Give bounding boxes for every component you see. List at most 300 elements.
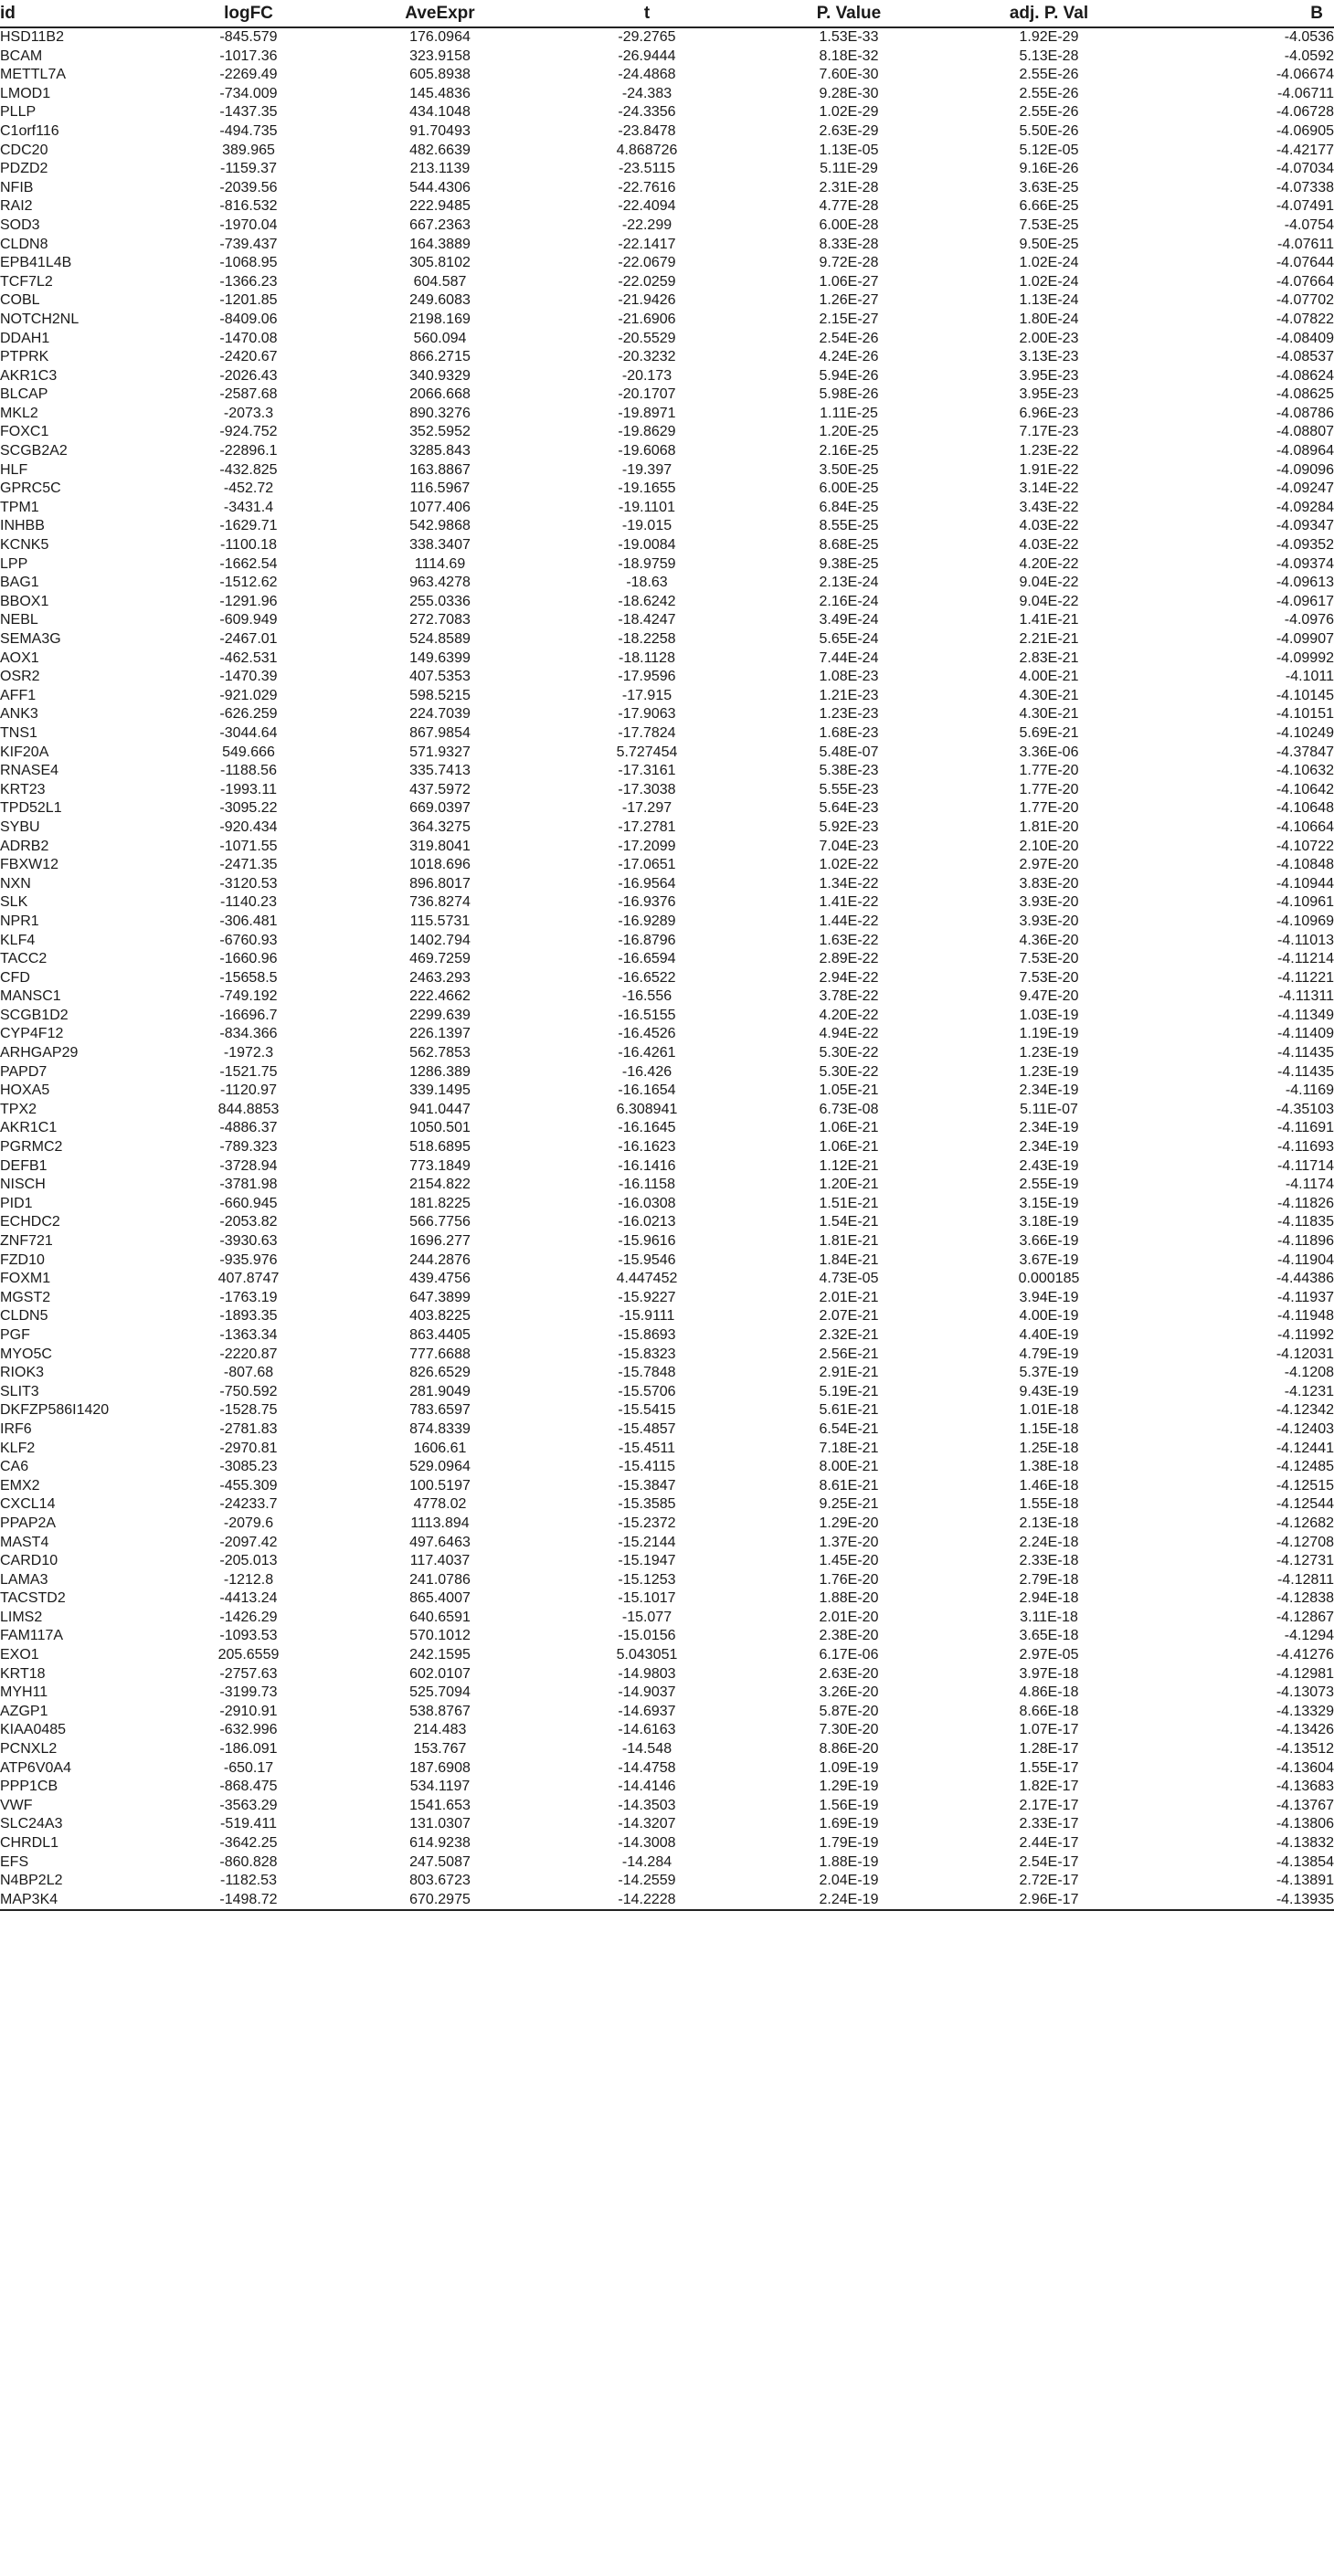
adj-p-val-cell: 1.23E-22 [1019, 443, 1079, 459]
t-cell: -19.0084 [618, 537, 676, 554]
logfc-cell: -1093.53 [219, 1628, 278, 1644]
adj-p-val-cell: 3.94E-19 [1019, 1289, 1079, 1305]
header-adj-p-val: adj. P. Val [947, 0, 1151, 27]
p-value-cell: 1.02E-29 [819, 104, 879, 121]
logfc-cell: -868.475 [219, 1779, 278, 1795]
table-row [0, 1063, 1334, 1082]
adj-p-val-cell: 4.20E-22 [1019, 555, 1079, 572]
p-value-cell: 1.34E-22 [819, 875, 879, 892]
b-cell: -4.13073 [1276, 1684, 1334, 1701]
table-row [0, 1665, 1334, 1684]
p-value-cell: 1.09E-19 [819, 1759, 879, 1776]
logfc-cell: -1521.75 [219, 1063, 278, 1080]
p-value-cell: 6.73E-08 [819, 1101, 879, 1117]
aveexpr-cell: 1402.794 [409, 932, 471, 948]
table-row [0, 1232, 1334, 1251]
aveexpr-cell: 305.8102 [409, 255, 471, 271]
gene-id-cell: BAG1 [0, 575, 39, 591]
adj-p-val-cell: 3.83E-20 [1019, 875, 1079, 892]
header-row [0, 0, 1334, 27]
table-row [0, 122, 1334, 142]
b-cell: -4.09347 [1276, 518, 1334, 534]
table-row [0, 1646, 1334, 1665]
logfc-cell: -1068.95 [219, 255, 278, 271]
aveexpr-cell: 1541.653 [409, 1797, 471, 1813]
t-cell: -22.299 [621, 216, 672, 233]
b-cell: -4.11691 [1277, 1120, 1334, 1136]
table-row [0, 724, 1334, 744]
adj-p-val-cell: 3.95E-23 [1019, 367, 1079, 384]
logfc-cell: -1470.08 [219, 330, 278, 346]
b-cell: -4.10151 [1276, 706, 1334, 723]
b-cell: -4.07702 [1276, 292, 1334, 309]
t-cell: -16.6522 [618, 969, 676, 986]
p-value-cell: 2.63E-20 [819, 1665, 879, 1682]
logfc-cell: -3431.4 [223, 499, 274, 515]
b-cell: -4.11693 [1277, 1139, 1334, 1156]
logfc-cell: -1662.54 [219, 555, 278, 572]
aveexpr-cell: 783.6597 [409, 1402, 471, 1419]
p-value-cell: 5.38E-23 [819, 763, 879, 779]
gene-id-cell: AZGP1 [0, 1703, 48, 1719]
p-value-cell: 1.56E-19 [819, 1797, 879, 1813]
logfc-cell: -921.029 [219, 687, 278, 703]
adj-p-val-cell: 3.11E-18 [1020, 1609, 1078, 1625]
p-value-cell: 1.11E-25 [820, 405, 878, 421]
p-value-cell: 1.53E-33 [819, 29, 879, 45]
p-value-cell: 5.55E-23 [819, 781, 879, 797]
gene-id-cell: CFD [0, 969, 30, 986]
gene-id-cell: METTL7A [0, 67, 67, 83]
gene-id-cell: AKR1C3 [0, 367, 58, 384]
p-value-cell: 1.51E-21 [819, 1195, 879, 1211]
p-value-cell: 5.98E-26 [819, 386, 879, 403]
t-cell: -16.556 [621, 988, 672, 1005]
b-cell: -4.11714 [1277, 1157, 1334, 1174]
adj-p-val-cell: 1.92E-29 [1019, 29, 1079, 45]
table-row [0, 142, 1334, 161]
adj-p-val-cell: 4.40E-19 [1019, 1326, 1079, 1343]
t-cell: -17.0651 [618, 857, 676, 873]
p-value-cell: 2.54E-26 [819, 330, 879, 346]
b-cell: -4.13426 [1276, 1722, 1334, 1738]
p-value-cell: 8.00E-21 [819, 1459, 879, 1475]
logfc-cell: -3728.94 [219, 1157, 278, 1174]
p-value-cell: 1.69E-19 [819, 1816, 879, 1832]
adj-p-val-cell: 2.97E-20 [1019, 857, 1079, 873]
t-cell: -16.426 [621, 1063, 672, 1080]
gene-id-cell: CARD10 [0, 1553, 58, 1569]
gene-id-cell: ANK3 [0, 706, 38, 723]
gene-id-cell: CLDN5 [0, 1308, 48, 1325]
p-value-cell: 1.79E-19 [819, 1835, 879, 1851]
logfc-cell: -2757.63 [219, 1665, 278, 1682]
logfc-cell: -2053.82 [219, 1214, 278, 1230]
b-cell: -4.10632 [1276, 763, 1334, 779]
aveexpr-cell: 181.8225 [409, 1195, 471, 1211]
table-row [0, 1157, 1334, 1177]
b-cell: -4.11013 [1277, 932, 1334, 948]
b-cell: -4.06674 [1276, 67, 1334, 83]
b-cell: -4.11937 [1277, 1289, 1334, 1305]
aveexpr-cell: 91.70493 [409, 122, 471, 139]
logfc-cell: -734.009 [219, 85, 278, 101]
adj-p-val-cell: 2.21E-21 [1019, 631, 1079, 647]
aveexpr-cell: 176.0964 [409, 29, 471, 45]
p-value-cell: 5.87E-20 [819, 1703, 879, 1719]
logfc-cell: -1140.23 [220, 894, 277, 911]
b-cell: -4.06711 [1277, 85, 1334, 101]
aveexpr-cell: 241.0786 [409, 1571, 471, 1588]
gene-id-cell: COBL [0, 292, 40, 309]
logfc-cell: -1100.18 [220, 537, 277, 554]
gene-id-cell: NEBL [0, 612, 38, 628]
t-cell: -15.4511 [619, 1440, 675, 1456]
b-cell: -4.12031 [1276, 1346, 1334, 1362]
table-row [0, 1044, 1334, 1063]
gene-id-cell: DEFB1 [0, 1157, 48, 1174]
t-cell: -14.3207 [618, 1816, 676, 1832]
b-cell: -4.09617 [1276, 593, 1334, 609]
logfc-cell: -1498.72 [160, 1891, 337, 1911]
gene-id-cell: NFIB [0, 179, 34, 195]
adj-p-val-cell: 1.23E-19 [1019, 1063, 1079, 1080]
t-cell: -16.9564 [618, 875, 676, 892]
adj-p-val-cell: 5.12E-05 [1019, 142, 1079, 158]
logfc-cell: -1366.23 [219, 273, 278, 290]
p-value-cell: 5.94E-26 [819, 367, 879, 384]
adj-p-val-cell: 3.97E-18 [1019, 1665, 1079, 1682]
logfc-cell: 205.6559 [217, 1647, 280, 1663]
p-value-cell: 8.55E-25 [819, 518, 879, 534]
adj-p-val-cell: 2.10E-20 [1019, 838, 1079, 854]
gene-id-cell: SCGB1D2 [0, 1007, 69, 1023]
table-row [0, 1458, 1334, 1477]
t-cell: -15.1947 [618, 1553, 676, 1569]
t-cell: -15.7848 [618, 1365, 676, 1381]
logfc-cell: -1972.3 [223, 1045, 274, 1061]
gene-id-cell: PGRMC2 [0, 1139, 63, 1156]
t-cell: -24.383 [621, 85, 672, 101]
t-cell: -17.9063 [618, 706, 676, 723]
adj-p-val-cell: 2.72E-17 [1019, 1873, 1079, 1889]
t-cell: -17.9596 [618, 669, 676, 685]
aveexpr-cell: 497.6463 [409, 1534, 471, 1550]
logfc-cell: -15658.5 [219, 969, 278, 986]
t-cell: -14.2559 [618, 1873, 676, 1889]
p-value-cell: 6.84E-25 [819, 499, 879, 515]
gene-id-cell: RIOK3 [0, 1365, 45, 1381]
table-row [0, 160, 1334, 179]
gene-id-cell: EXO1 [0, 1647, 39, 1663]
gene-id-cell: MAST4 [0, 1534, 49, 1550]
gene-id-cell: FZD10 [0, 1251, 45, 1268]
t-cell: -17.7824 [618, 724, 676, 741]
t-cell: -18.1128 [619, 649, 675, 666]
adj-p-val-cell: 2.96E-17 [947, 1891, 1151, 1911]
aveexpr-cell: 544.4306 [409, 179, 471, 195]
table-row [0, 536, 1334, 555]
gene-id-cell: EMX2 [0, 1477, 40, 1494]
b-cell: -4.12708 [1276, 1534, 1334, 1550]
adj-p-val-cell: 9.16E-26 [1019, 161, 1079, 177]
logfc-cell: -3095.22 [219, 800, 278, 817]
gene-id-cell: DDAH1 [0, 330, 50, 346]
b-cell: -4.10648 [1276, 800, 1334, 817]
gene-id-cell: SEMA3G [0, 631, 61, 647]
gene-id-cell: MANSC1 [0, 988, 61, 1005]
gene-id-cell: PDZD2 [0, 161, 48, 177]
adj-p-val-cell: 0.000185 [1018, 1271, 1080, 1287]
adj-p-val-cell: 5.50E-26 [1019, 122, 1079, 139]
gene-id-cell: DKFZP586I1420 [0, 1402, 110, 1419]
aveexpr-cell: 826.6529 [409, 1365, 471, 1381]
aveexpr-cell: 524.8589 [409, 631, 471, 647]
b-cell: -4.13329 [1276, 1703, 1334, 1719]
aveexpr-cell: 1606.61 [413, 1440, 467, 1456]
logfc-cell: -3085.23 [219, 1459, 278, 1475]
b-cell: -4.07664 [1276, 273, 1334, 290]
table-row [0, 480, 1334, 499]
p-value-cell: 1.08E-23 [819, 669, 879, 685]
t-cell: -19.8971 [618, 405, 676, 421]
b-cell: -4.13767 [1276, 1797, 1334, 1813]
p-value-cell: 3.50E-25 [819, 461, 879, 478]
t-cell: 5.043051 [616, 1647, 678, 1663]
t-cell: -15.4857 [618, 1420, 676, 1437]
aveexpr-cell: 602.0107 [409, 1665, 471, 1682]
table-row [0, 1213, 1334, 1232]
adj-p-val-cell: 3.14E-22 [1019, 480, 1079, 497]
b-cell: -4.06728 [1276, 104, 1334, 121]
logfc-cell: -1017.36 [219, 48, 278, 64]
logfc-cell: -2220.87 [219, 1346, 278, 1362]
logfc-cell: -24233.7 [219, 1496, 278, 1513]
gene-id-cell: KCNK5 [0, 537, 49, 554]
gene-id-cell: RNASE4 [0, 763, 59, 779]
gene-id-cell: SLIT3 [0, 1383, 39, 1399]
t-cell: 5.727454 [616, 744, 678, 760]
gene-id-cell: CHRDL1 [0, 1835, 59, 1851]
table-row [0, 1307, 1334, 1326]
logfc-cell: -2781.83 [219, 1420, 278, 1437]
t-cell: -16.9289 [618, 913, 676, 929]
table-row [0, 1609, 1334, 1628]
logfc-cell: -860.828 [219, 1853, 278, 1870]
aveexpr-cell: 562.7853 [409, 1045, 471, 1061]
t-cell: -17.2099 [618, 838, 676, 854]
adj-p-val-cell: 2.24E-18 [1019, 1534, 1079, 1550]
adj-p-val-cell: 2.79E-18 [1019, 1571, 1079, 1588]
p-value-cell: 1.84E-21 [819, 1251, 879, 1268]
p-value-cell: 9.72E-28 [819, 255, 879, 271]
adj-p-val-cell: 2.44E-17 [1019, 1835, 1079, 1851]
logfc-cell: -306.481 [219, 913, 278, 929]
b-cell: -4.11896 [1277, 1233, 1334, 1249]
gene-id-cell: NOTCH2NL [0, 311, 79, 327]
p-value-cell: 2.56E-21 [819, 1346, 879, 1362]
b-cell: -4.08964 [1276, 443, 1334, 459]
aveexpr-cell: 773.1849 [409, 1157, 471, 1174]
aveexpr-cell: 874.8339 [409, 1420, 471, 1437]
b-cell: -4.10145 [1276, 687, 1334, 703]
table-row [0, 85, 1334, 104]
logfc-cell: -3930.63 [219, 1233, 278, 1249]
b-cell: -4.44386 [1276, 1271, 1334, 1287]
b-cell: -4.09096 [1276, 461, 1334, 478]
aveexpr-cell: 115.5731 [409, 913, 471, 929]
aveexpr-cell: 667.2363 [409, 216, 471, 233]
adj-p-val-cell: 3.67E-19 [1019, 1251, 1079, 1268]
adj-p-val-cell: 1.15E-18 [1019, 1420, 1079, 1437]
b-cell: -4.12867 [1276, 1609, 1334, 1625]
t-cell: -14.9803 [618, 1665, 676, 1682]
p-value-cell: 7.44E-24 [819, 649, 879, 666]
gene-id-cell: TACSTD2 [0, 1590, 66, 1607]
p-value-cell: 9.38E-25 [819, 555, 879, 572]
t-cell: -18.9759 [618, 555, 676, 572]
logfc-cell: -2467.01 [219, 631, 278, 647]
b-cell: -4.12342 [1276, 1402, 1334, 1419]
adj-p-val-cell: 3.93E-20 [1019, 894, 1079, 911]
gene-id-cell: NXN [0, 875, 31, 892]
aveexpr-cell: 669.0397 [409, 800, 471, 817]
b-cell: -4.13604 [1276, 1759, 1334, 1776]
aveexpr-cell: 1018.696 [409, 857, 471, 873]
table-row [0, 1326, 1334, 1346]
header-id: id [0, 0, 160, 27]
p-value-cell: 4.24E-26 [819, 349, 879, 365]
b-cell: -4.09374 [1276, 555, 1334, 572]
gene-id-cell: INHBB [0, 518, 45, 534]
b-cell: -4.07491 [1276, 198, 1334, 215]
b-cell: -4.12981 [1276, 1665, 1334, 1682]
logfc-cell: -2471.35 [219, 857, 278, 873]
logfc-cell: -1201.85 [219, 292, 278, 309]
gene-id-cell: CYP4F12 [0, 1026, 64, 1042]
adj-p-val-cell: 3.15E-19 [1019, 1195, 1079, 1211]
t-cell: -15.9111 [619, 1308, 675, 1325]
aveexpr-cell: 777.6688 [409, 1346, 471, 1362]
logfc-cell: -3120.53 [219, 875, 278, 892]
adj-p-val-cell: 5.69E-21 [1019, 724, 1079, 741]
adj-p-val-cell: 2.33E-18 [1019, 1553, 1079, 1569]
aveexpr-cell: 614.9238 [409, 1835, 471, 1851]
logfc-cell: -1159.37 [220, 161, 277, 177]
adj-p-val-cell: 1.02E-24 [1019, 273, 1079, 290]
t-cell: -14.6937 [618, 1703, 676, 1719]
t-cell: -20.173 [621, 367, 672, 384]
p-value-cell: 2.91E-21 [819, 1365, 879, 1381]
b-cell: -4.07822 [1276, 311, 1334, 327]
p-value-cell: 6.54E-21 [819, 1420, 879, 1437]
adj-p-val-cell: 1.41E-21 [1019, 612, 1079, 628]
logfc-cell: -660.945 [219, 1195, 278, 1211]
t-cell: -14.2228 [543, 1891, 751, 1911]
gene-id-cell: VWF [0, 1797, 33, 1813]
aveexpr-cell: 866.2715 [409, 349, 471, 365]
aveexpr-cell: 352.5952 [409, 424, 471, 440]
aveexpr-cell: 598.5215 [409, 687, 471, 703]
logfc-cell: -1426.29 [219, 1609, 278, 1625]
logfc-cell: -4413.24 [219, 1590, 278, 1607]
t-cell: -14.4758 [618, 1759, 676, 1776]
logfc-cell: -2079.6 [223, 1515, 274, 1531]
table-row [0, 1740, 1334, 1759]
aveexpr-cell: 896.8017 [409, 875, 471, 892]
aveexpr-cell: 890.3276 [409, 405, 471, 421]
adj-p-val-cell: 3.66E-19 [1019, 1233, 1079, 1249]
aveexpr-cell: 518.6895 [409, 1139, 471, 1156]
t-cell: -16.8796 [618, 932, 676, 948]
t-cell: -15.9227 [618, 1289, 676, 1305]
p-value-cell: 1.81E-21 [819, 1233, 879, 1249]
logfc-cell: -924.752 [219, 424, 278, 440]
logfc-cell: -650.17 [223, 1759, 274, 1776]
p-value-cell: 2.16E-25 [819, 443, 879, 459]
b-cell: -4.37847 [1276, 744, 1334, 760]
logfc-cell: -8409.06 [219, 311, 278, 327]
gene-id-cell: AFF1 [0, 687, 37, 703]
t-cell: -16.9376 [618, 894, 676, 911]
t-cell: -26.9444 [618, 48, 676, 64]
table-row [0, 1270, 1334, 1289]
table-row [0, 987, 1334, 1007]
adj-p-val-cell: 2.13E-18 [1019, 1515, 1079, 1531]
gene-id-cell: KLF4 [0, 932, 36, 948]
t-cell: -17.915 [621, 687, 672, 703]
table-row [0, 799, 1334, 818]
gene-id-cell: OSR2 [0, 669, 40, 685]
t-cell: -19.6068 [618, 443, 676, 459]
p-value-cell: 7.30E-20 [819, 1722, 879, 1738]
t-cell: -14.6163 [618, 1722, 676, 1738]
logfc-cell: -1363.34 [219, 1326, 278, 1343]
b-cell: -4.12441 [1276, 1440, 1334, 1456]
table-row [0, 1495, 1334, 1515]
gene-id-cell: IRF6 [0, 1420, 32, 1437]
t-cell: -15.8323 [618, 1346, 676, 1362]
adj-p-val-cell: 2.55E-26 [1019, 104, 1079, 121]
adj-p-val-cell: 4.30E-21 [1019, 706, 1079, 723]
p-value-cell: 9.25E-21 [819, 1496, 879, 1513]
logfc-cell: -1182.53 [220, 1873, 277, 1889]
adj-p-val-cell: 1.38E-18 [1019, 1459, 1079, 1475]
table-row [0, 744, 1334, 763]
adj-p-val-cell: 3.13E-23 [1019, 349, 1079, 365]
p-value-cell: 5.11E-29 [820, 161, 878, 177]
table-row [0, 330, 1334, 349]
table-row [0, 1025, 1334, 1044]
table-row [0, 27, 1334, 48]
gene-id-cell: EPB41L4B [0, 255, 72, 271]
b-cell: -4.08537 [1276, 349, 1334, 365]
t-cell: -20.5529 [618, 330, 676, 346]
t-cell: -15.3847 [618, 1477, 676, 1494]
b-cell: -4.11349 [1277, 1007, 1334, 1023]
p-value-cell: 2.38E-20 [819, 1628, 879, 1644]
t-cell: -14.4146 [618, 1779, 676, 1795]
gene-id-cell: BCAM [0, 48, 43, 64]
adj-p-val-cell: 6.66E-25 [1019, 198, 1079, 215]
p-value-cell: 4.77E-28 [819, 198, 879, 215]
table-row [0, 348, 1334, 367]
gene-id-cell: FBXW12 [0, 857, 59, 873]
logfc-cell: -2269.49 [219, 67, 278, 83]
adj-p-val-cell: 1.25E-18 [1019, 1440, 1079, 1456]
t-cell: -16.6594 [618, 951, 676, 967]
p-value-cell: 1.06E-27 [819, 273, 879, 290]
